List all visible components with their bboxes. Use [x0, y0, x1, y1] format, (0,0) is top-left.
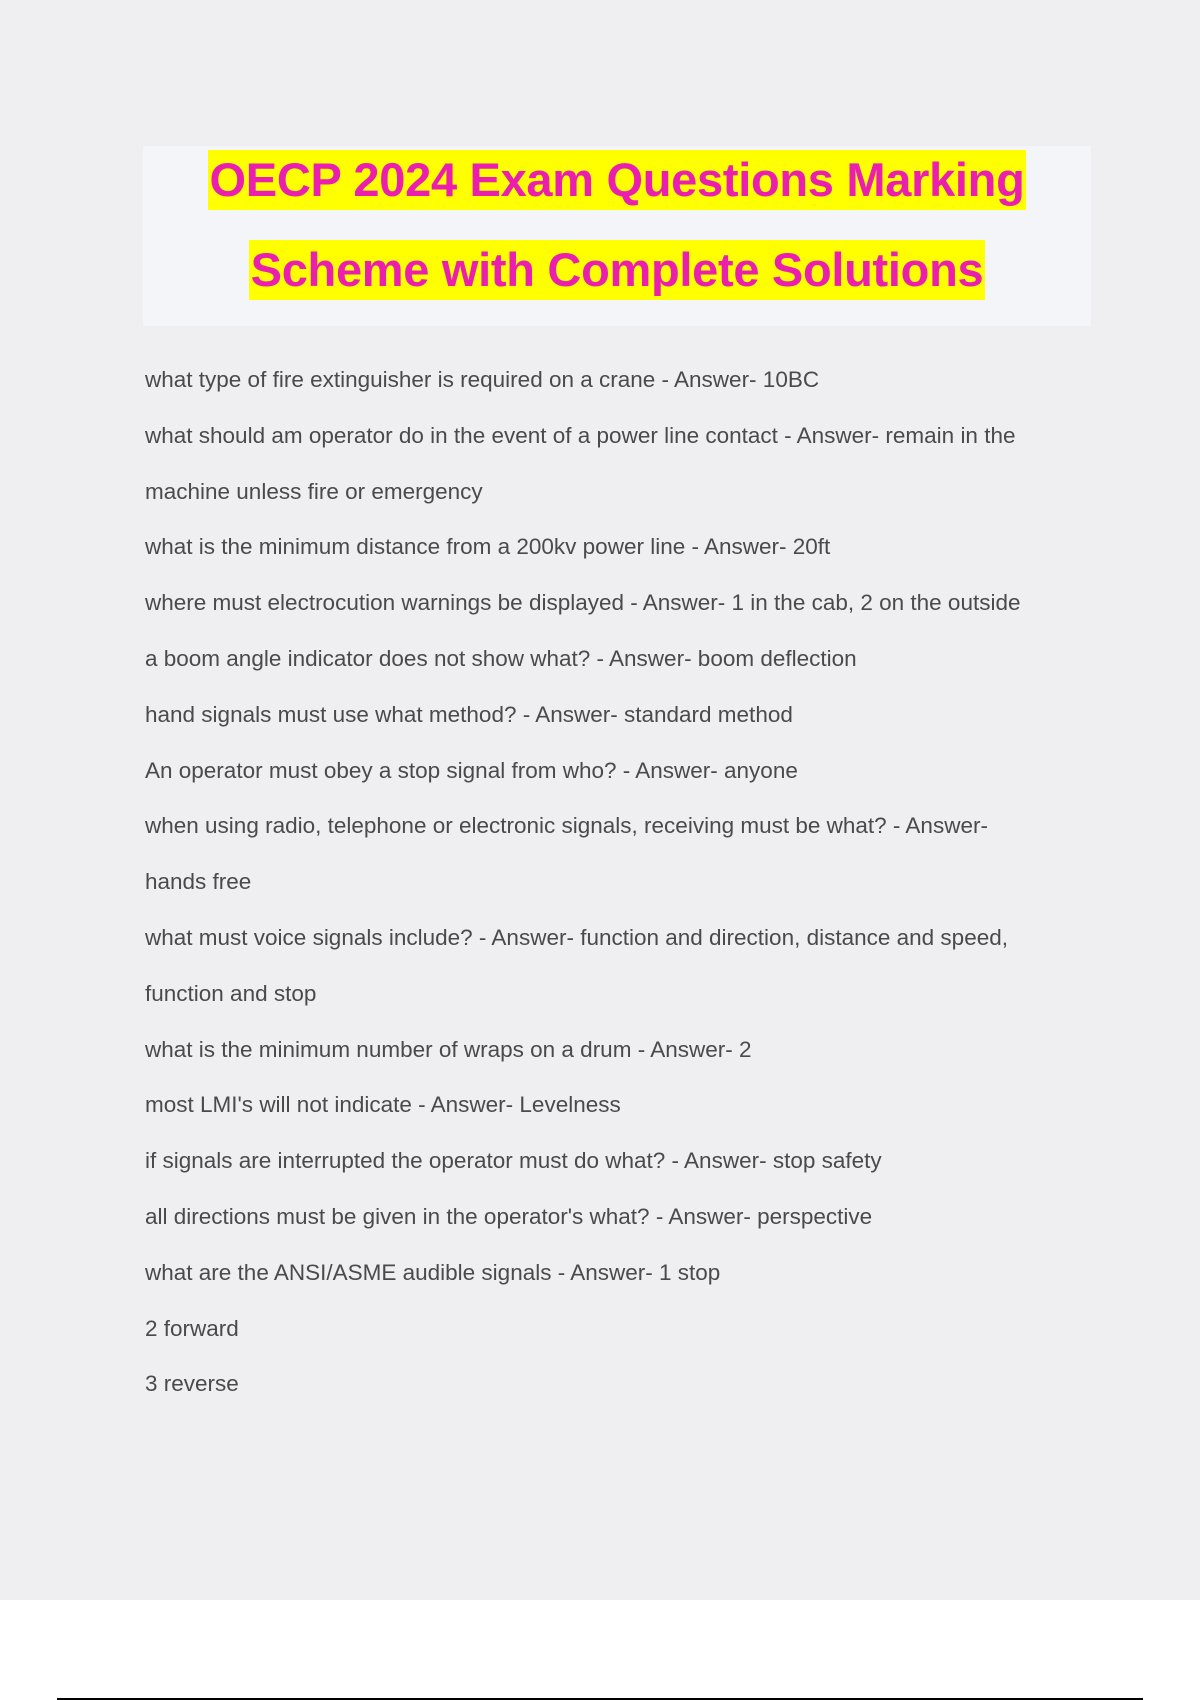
- question-answer-list: [145, 363, 1095, 1423]
- text-line: what are the ANSI/ASME audible signals - Answer- 1 stop: [145, 1259, 721, 1285]
- text-line: what should am operator do in the event of a power line contact - Answer- remain in the: [145, 422, 1016, 448]
- text-line: what must voice signals include? - Answer- function and direction, distance and speed,: [145, 924, 1008, 950]
- text-line: most LMI's will not indicate - Answer- Levelness: [145, 1092, 621, 1118]
- title-line-2: [143, 240, 1091, 300]
- text-line: if signals are interrupted the operator must do what? - Answer- stop safety: [145, 1148, 882, 1174]
- text-line: 2 forward: [145, 1315, 239, 1341]
- text-line: what is the minimum number of wraps on a drum - Answer- 2: [145, 1036, 752, 1062]
- text-line: what is the minimum distance from a 200kv power line - Answer- 20ft: [145, 534, 831, 560]
- title-line-1: [143, 150, 1091, 210]
- text-line: hands free: [145, 869, 252, 895]
- text-line: a boom angle indicator does not show what? - Answer- boom deflection: [145, 645, 857, 671]
- title-text-1: OECP 2024 Exam Questions Marking: [208, 150, 1027, 210]
- text-line: what type of fire extinguisher is required on a crane - Answer- 10BC: [145, 367, 820, 392]
- text-line: 3 reverse: [145, 1371, 239, 1397]
- text-line: machine unless fire or emergency: [145, 478, 483, 504]
- text-line: where must electrocution warnings be displayed - Answer- 1 in the cab, 2 on the outside: [145, 590, 1021, 616]
- title-text-2: Scheme with Complete Solutions: [249, 240, 986, 300]
- text-line: when using radio, telephone or electronic signals, receiving must be what? - Answer-: [145, 813, 988, 839]
- text-line: all directions must be given in the operator's what? - Answer- perspective: [145, 1203, 873, 1229]
- text-line: function and stop: [145, 980, 317, 1006]
- title-block: [143, 146, 1091, 326]
- text-line: hand signals must use what method? - Answer- standard method: [145, 701, 793, 727]
- text-line: An operator must obey a stop signal from who? - Answer- anyone: [145, 757, 798, 783]
